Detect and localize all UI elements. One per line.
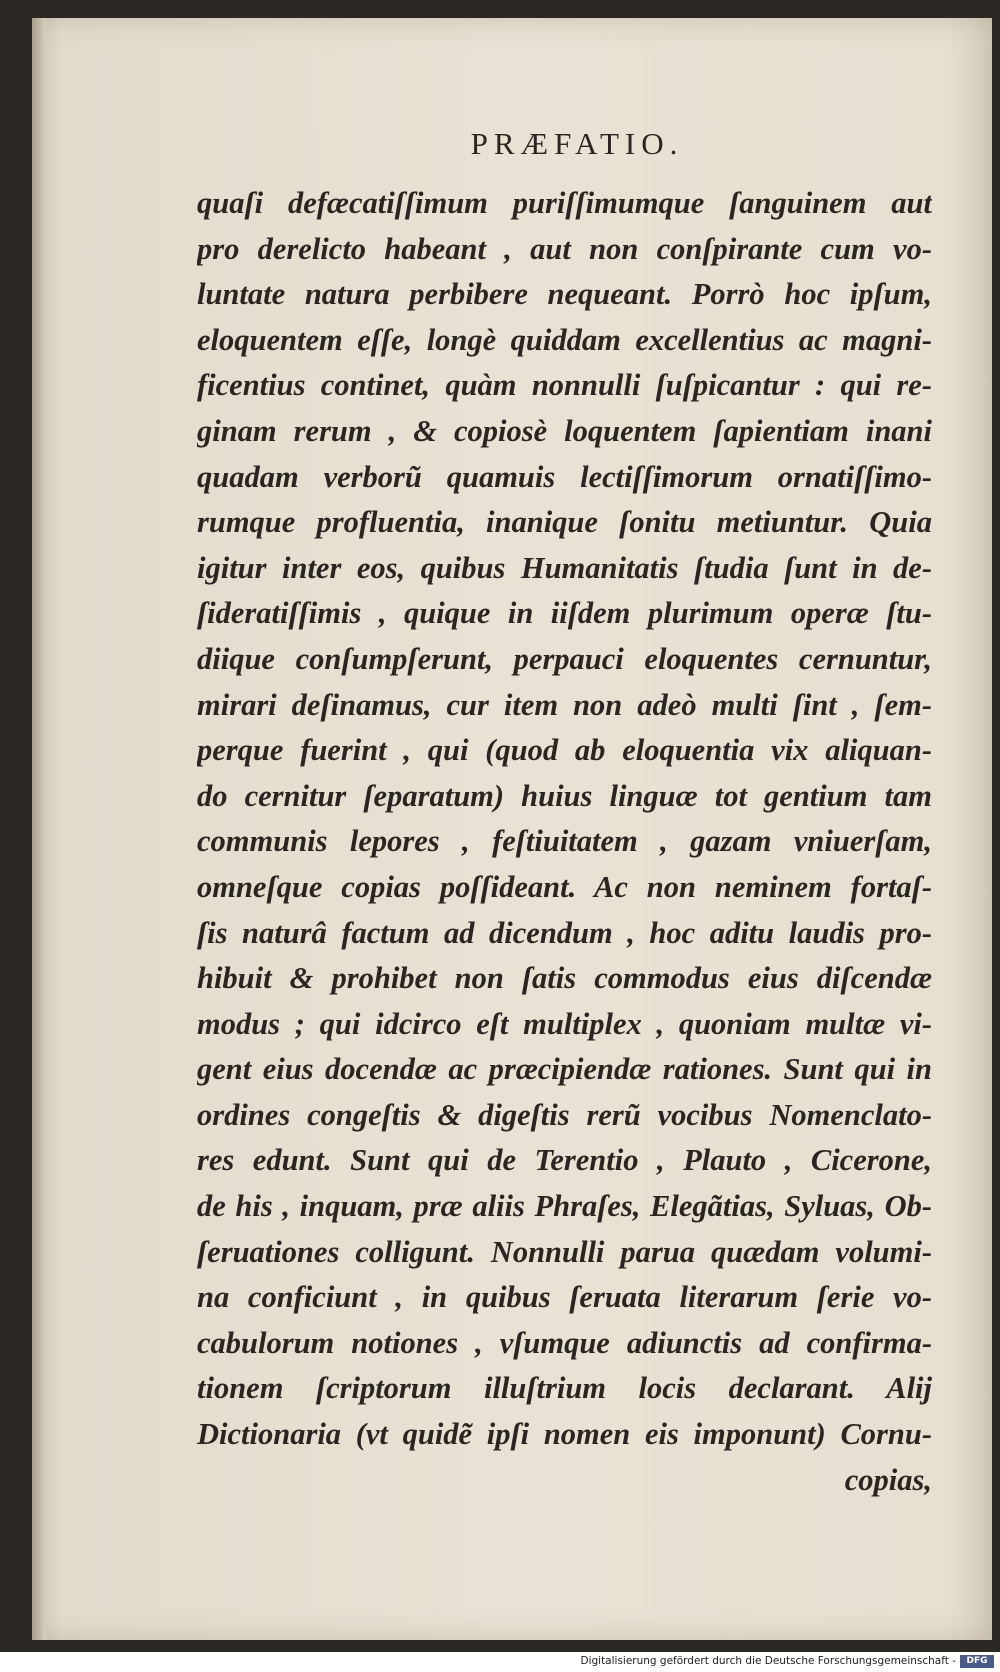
- text-line-27: tionem ſcriptorum illuſtrium locis declarant. Alij: [197, 1371, 932, 1406]
- catchword: copias,: [844, 1462, 932, 1497]
- text-line-11: diique conſumpſerunt, perpauci eloquentes cernuntur,: [197, 641, 932, 676]
- text-line-15: communis lepores , feſtiuitatem , gazam vniuerſam,: [197, 824, 932, 859]
- text-line-16: omneſque copias poſſideant. Ac non neminem fortaſ-: [197, 869, 932, 904]
- text-line-17: ſis naturâ factum ad dicendum , hoc aditu laudis pro-: [197, 915, 932, 950]
- text-line-6: ginam rerum , & copiosè loquentem ſapientiam inani: [197, 413, 932, 448]
- text-line-10: ſideratiſſimis , quique in iiſdem plurimum operæ ſtu-: [197, 596, 932, 631]
- book-page: [32, 18, 992, 1640]
- text-line-3: luntate natura perbibere nequeant. Porrò hoc ipſum,: [197, 277, 932, 312]
- text-line-19: modus ; qui idcirco eſt multiplex , quoniam multæ vi-: [197, 1006, 932, 1041]
- text-line-26: cabulorum notiones , vſumque adiunctis ad confirma-: [197, 1325, 932, 1360]
- text-line-12: mirari deſinamus, cur item non adeò multi ſint , ſem-: [197, 687, 932, 722]
- text-line-7: quadam verborũ quamuis lectiſſimorum ornatiſſimo-: [197, 459, 932, 494]
- text-line-22: res edunt. Sunt qui de Terentio , Plauto , Cicerone,: [197, 1143, 932, 1178]
- text-line-20: gent eius docendæ ac præcipiendæ rationes. Sunt qui in: [197, 1052, 932, 1087]
- text-line-18: hibuit & prohibet non ſatis commodus eius diſcendæ: [197, 961, 932, 996]
- dfg-logo-icon: DFG: [960, 1655, 994, 1668]
- text-line-13: perque fuerint , qui (quod ab eloquentia vix aliquan-: [197, 733, 932, 768]
- body-text: [197, 181, 932, 1503]
- text-line-9: igitur inter eos, quibus Humanitatis ſtudia ſunt in de-: [197, 550, 932, 585]
- text-line-5: ficentius continet, quàm nonnulli ſuſpicantur : qui re-: [197, 368, 932, 403]
- digitization-footer: [0, 1652, 1000, 1672]
- text-line-23: de his , inquam, præ aliis Phraſes, Elegãtias, Syluas, Ob-: [197, 1189, 932, 1224]
- text-line-24: ſeruationes colligunt. Nonnulli parua quædam volumi-: [197, 1234, 932, 1269]
- text-line-1: quaſi defæcatiſſimum puriſſimumque ſanguinem aut: [197, 186, 932, 220]
- running-head: PRÆFATIO.: [470, 126, 684, 161]
- text-line-28: Dictionaria (vt quidẽ ipſi nomen eis imponunt) Cornu-: [197, 1417, 932, 1452]
- text-line-14: do cernitur ſeparatum) huius linguæ tot gentium tam: [197, 778, 932, 813]
- text-line-8: rumque profluentia, inanique ſonitu metiuntur. Quia: [197, 505, 932, 540]
- text-line-4: eloquentem eſſe, longè quiddam excellentius ac magni-: [197, 322, 932, 357]
- page-gutter-edge: [32, 18, 46, 1640]
- text-line-2: pro derelicto habeant , aut non conſpirante cum vo-: [197, 231, 932, 266]
- funding-notice: Digitalisierung gefördert durch die Deutsche Forschungsgemeinschaft -: [580, 1655, 956, 1667]
- text-line-25: na conficiunt , in quibus ſeruata literarum ſerie vo-: [197, 1280, 932, 1315]
- text-line-21: ordines congeſtis & digeſtis rerũ vocibus Nomenclato-: [197, 1097, 932, 1132]
